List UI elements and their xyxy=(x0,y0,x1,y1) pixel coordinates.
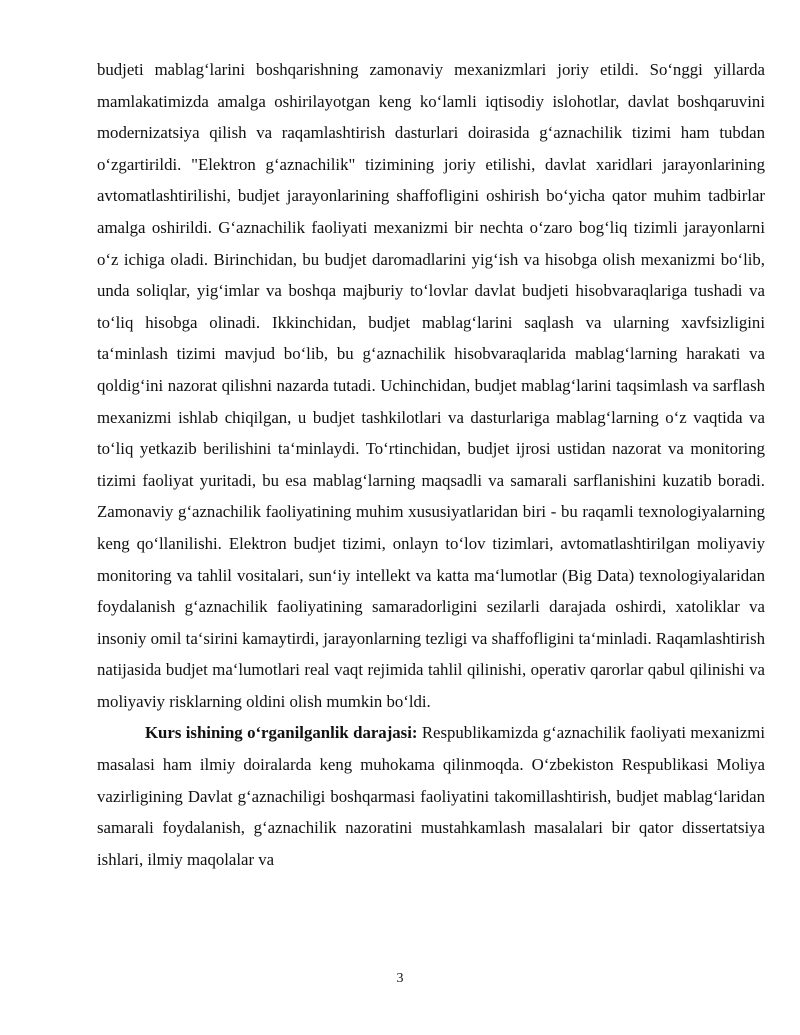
section-paragraph xyxy=(97,717,765,875)
body-paragraph: budjeti mablag‘larini boshqarishning zamonaviy mexanizmlari joriy etildi. So‘nggi yillarda mamlakatimizda amalga oshirilayotgan keng ko‘lamli iqtisodiy islohotlar, davlat boshqaruvini modernizatsiya qilish va raqamlashtirish dasturlari doirasida g‘aznachilik tizimi ham tubdan o‘zgartirildi. "Elektron g‘aznachilik" tizimining joriy etilishi, davlat xaridlari jarayonlarining avtomatlashtirilishi, budjet jarayonlarining shaffofligini oshirish bo‘yicha qator muhim tadbirlar amalga oshirildi. G‘aznachilik faoliyati mexanizmi bir nechta o‘zaro bog‘liq tizimli jarayonlarni o‘z ichiga oladi. Birinchidan, bu budjet daromadlarini yig‘ish va hisobga olish mexanizmi bo‘lib, unda soliqlar, yig‘imlar va boshqa majburiy to‘lovlar davlat budjeti hisobvaraqlariga tushadi va to‘liq hisobga olinadi. Ikkinchidan, budjet mablag‘larini saqlash va ularning xavfsizligini ta‘minlash tizimi mavjud bo‘lib, bu g‘aznachilik hisobvaraqlarida mablag‘larning harakati va qoldig‘ini nazorat qilishni nazarda tutadi. Uchinchidan, budjet mablag‘larini taqsimlash va sarflash mexanizmi ishlab chiqilgan, u budjet tashkilotlari va dasturlariga mablag‘larning o‘z vaqtida va to‘liq yetkazib berilishini ta‘minlaydi. To‘rtinchidan, budjet ijrosi ustidan nazorat va monitoring tizimi faoliyat yuritadi, bu esa mablag‘larning maqsadli va samarali sarflanishini kuzatib boradi. Zamonaviy g‘aznachilik faoliyatining muhim xususiyatlaridan biri - bu raqamli texnologiyalarning keng qo‘llanilishi. Elektron budjet tizimi, onlayn to‘lov tizimlari, avtomatlashtirilgan moliyaviy monitoring va tahlil vositalari, sun‘iy intellekt va katta ma‘lumotlar (Big Data) texnologiyalaridan foydalanish g‘aznachilik faoliyatining samaradorligini sezilarli darajada oshirdi, xatoliklar va insoniy omil ta‘sirini kamaytirdi, jarayonlarning tezligi va shaffofligini ta‘minladi. Raqamlashtirish natijasida budjet ma‘lumotlari real vaqt rejimida tahlil qilinishi, operativ qarorlar qabul qilinishi va moliyaviy risklarning oldini olish mumkin bo‘ldi. xyxy=(97,60,765,711)
page-number: 3 xyxy=(396,971,404,986)
document-page xyxy=(97,54,765,875)
section-heading: Kurs ishining o‘rganilganlik darajasi: xyxy=(145,723,418,743)
section-paragraph-text: Respublikamizda g‘aznachilik faoliyati mexanizmi masalasi ham ilmiy doiralarda keng muhokama qilinmoqda. O‘zbekiston Respublikasi Moliya vazirligining Davlat g‘aznachiligi boshqarmasi faoliyatini takomillashtirish, budjet mablag‘laridan samarali foydalanish, g‘aznachilik nazoratini mustahkamlash masalalari bir qator dissertatsiya ishlari, ilmiy maqolalar va xyxy=(97,723,765,869)
